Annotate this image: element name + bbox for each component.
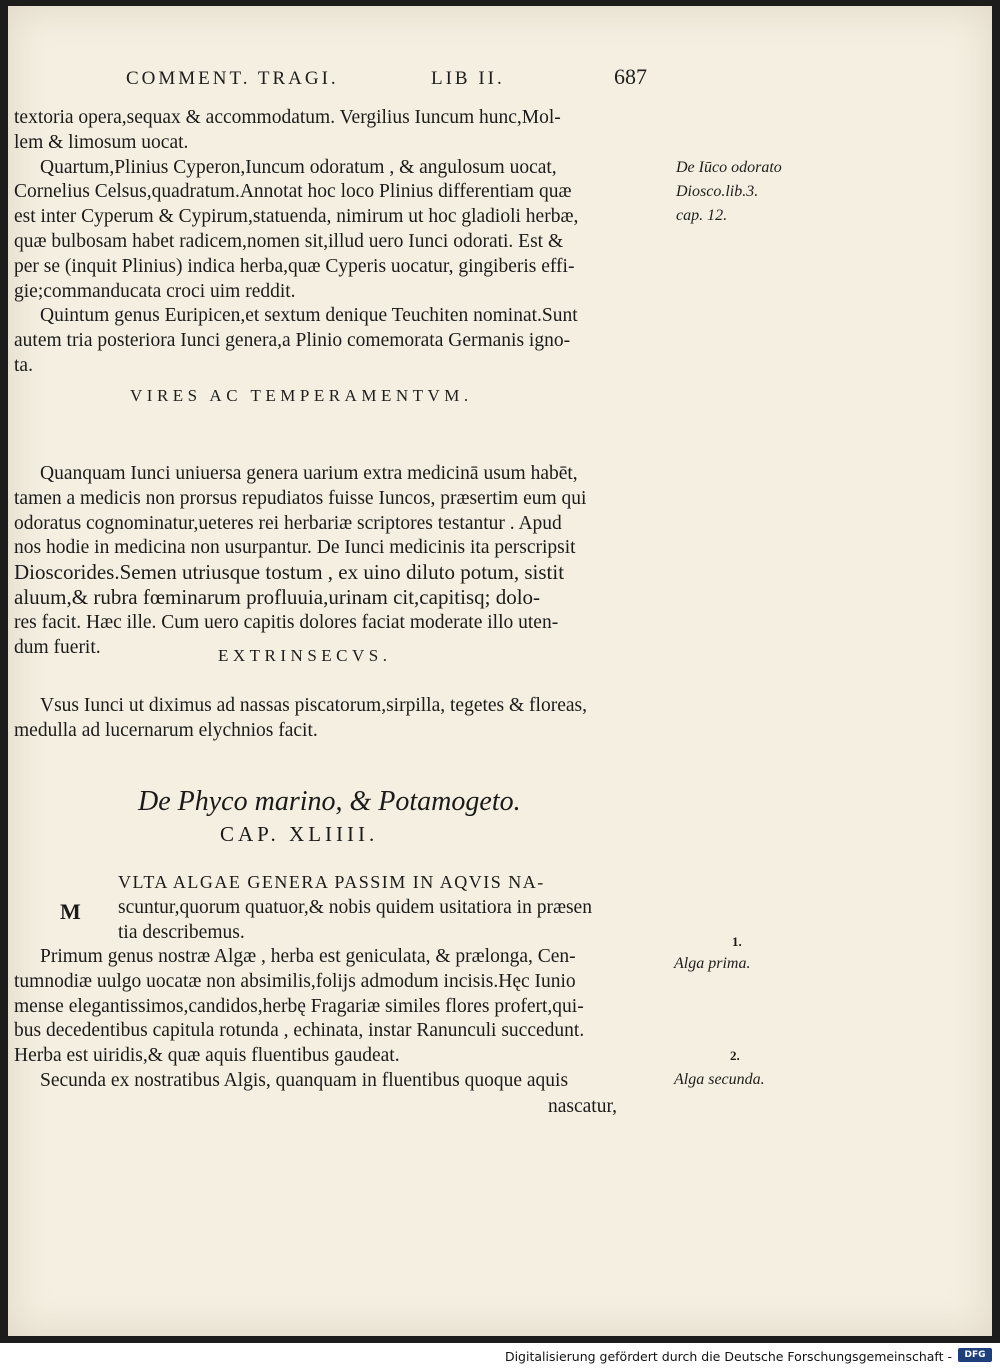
chapter-title: De Phyco marino, & Potamogeto. <box>138 786 521 817</box>
text-line: Vsus Iunci ut diximus ad nassas piscatorum,sirpilla, tegetes & floreas, <box>40 695 587 716</box>
text-line: Cornelius Celsus,quadratum.Annotat hoc loco Plinius differentiam quæ <box>14 181 572 203</box>
text-line: dum fuerit. <box>14 636 101 658</box>
header-book: LIB II. <box>431 68 505 89</box>
text-line: Herba est uiridis,& quæ aquis fluentibus gaudeat. <box>14 1045 400 1067</box>
text-line: autem tria posteriora Iunci genera,a Plinio comemorata Germanis igno- <box>14 330 571 352</box>
text-line: tumnodiæ uulgo uocatæ non absimilis,folijs admodum incisis.Hęc Iunio <box>14 970 576 992</box>
digitization-footer <box>0 1343 1000 1368</box>
text-line: tia describemus. <box>118 921 245 943</box>
margin-note-dioscorides <box>676 156 782 228</box>
text-line: Quanquam Iunci uniuersa genera uarium extra medicinā usum habēt, <box>40 463 578 484</box>
book-page <box>8 6 992 1336</box>
paragraph-block-4 <box>118 870 592 944</box>
chapter-number: CAP. XLIIII. <box>220 822 379 846</box>
text-line: textoria opera,sequax & accommodatum. Vergilius Iuncum hunc,Mol- <box>14 107 561 128</box>
paragraph-block-1 <box>14 105 578 378</box>
text-line: aluum,& rubra fœminarum profluuia,urinam cit,capitisq; dolo- <box>14 584 541 609</box>
text-line: scuntur,quorum quatuor,& nobis quidem usitatiora in præsen <box>118 896 592 918</box>
text-line: res facit. Hæc ille. Cum uero capitis dolores faciat moderate illo uten- <box>14 611 559 633</box>
text-line: VLTA ALGAE GENERA PASSIM IN AQVIS NA- <box>118 872 545 892</box>
dfg-logo-icon: DFG <box>958 1348 992 1362</box>
text-line: Secunda ex nostratibus Algis, quanquam in fluentibus quoque aquis <box>40 1069 569 1091</box>
section-heading-extrinsecus: EXTRINSECVS. <box>218 646 392 665</box>
text-line: Quintum genus Euripicen,et sextum denique Teuchiten nominat.Sunt <box>40 305 578 327</box>
text-line: odoratus cognominatur,ueteres rei herbariæ scriptores testantur . Apud <box>14 512 562 534</box>
text-line: ta. <box>14 354 33 376</box>
margin-line: cap. 12. <box>676 207 728 224</box>
margin-number-2: 2. <box>730 1048 740 1063</box>
margin-number-1: 1. <box>732 934 742 949</box>
text-line: bus decedentibus capitula rotunda , echinata, instar Ranunculi succedunt. <box>14 1020 585 1042</box>
text-line: nos hodie in medicina non usurpantur. De Iunci medicinis ita perscripsit <box>14 537 576 559</box>
paragraph-block-3 <box>14 693 587 743</box>
initial-letter: M <box>60 899 81 924</box>
paragraph-block-5 <box>14 944 584 1093</box>
text-line: Dioscorides.Semen utriusque tostum , ex uino diluto potum, sistit <box>14 560 565 585</box>
text-line: tamen a medicis non prorsus repudiatos fuisse Iuncos, præsertim eum qui <box>14 487 587 509</box>
paragraph-block-2 <box>14 461 586 659</box>
text-line: medulla ad lucernarum elychnios facit. <box>14 719 318 741</box>
text-line: lem & limosum uocat. <box>14 131 189 153</box>
header-title: COMMENT. TRAGI. <box>126 68 339 89</box>
margin-note-alga-prima: Alga prima. <box>674 955 751 972</box>
text-line: est inter Cyperum & Cypirum,statuenda, nimirum ut hoc gladioli herbæ, <box>14 206 579 228</box>
text-line: per se (inquit Plinius) indica herba,quæ Cyperis uocatur, gingiberis effi- <box>14 255 575 277</box>
catchword: nascatur, <box>548 1096 618 1117</box>
margin-line: De Iūco odorato <box>676 159 782 176</box>
text-line: quæ bulbosam habet radicem,nomen sit,illud uero Iunci odorati. Est & <box>14 230 564 252</box>
text-line: mense elegantissimos,candidos,herbę Fragariæ similes flores profert,qui- <box>14 995 584 1017</box>
text-line: Primum genus nostræ Algæ , herba est geniculata, & prælonga, Cen- <box>40 946 576 967</box>
footer-credit: Digitalisierung gefördert durch die Deutsche Forschungsgemeinschaft - <box>504 1349 952 1364</box>
page-number: 687 <box>614 64 647 89</box>
text-line: Quartum,Plinius Cyperon,Iuncum odoratum , & angulosum uocat, <box>40 156 557 178</box>
section-heading-vires: VIRES AC TEMPERAMENTVM. <box>130 386 473 405</box>
margin-line: Diosco.lib.3. <box>676 183 759 200</box>
text-line: gie;commanducata croci uim reddit. <box>14 280 296 302</box>
margin-note-alga-secunda: Alga secunda. <box>674 1071 765 1088</box>
